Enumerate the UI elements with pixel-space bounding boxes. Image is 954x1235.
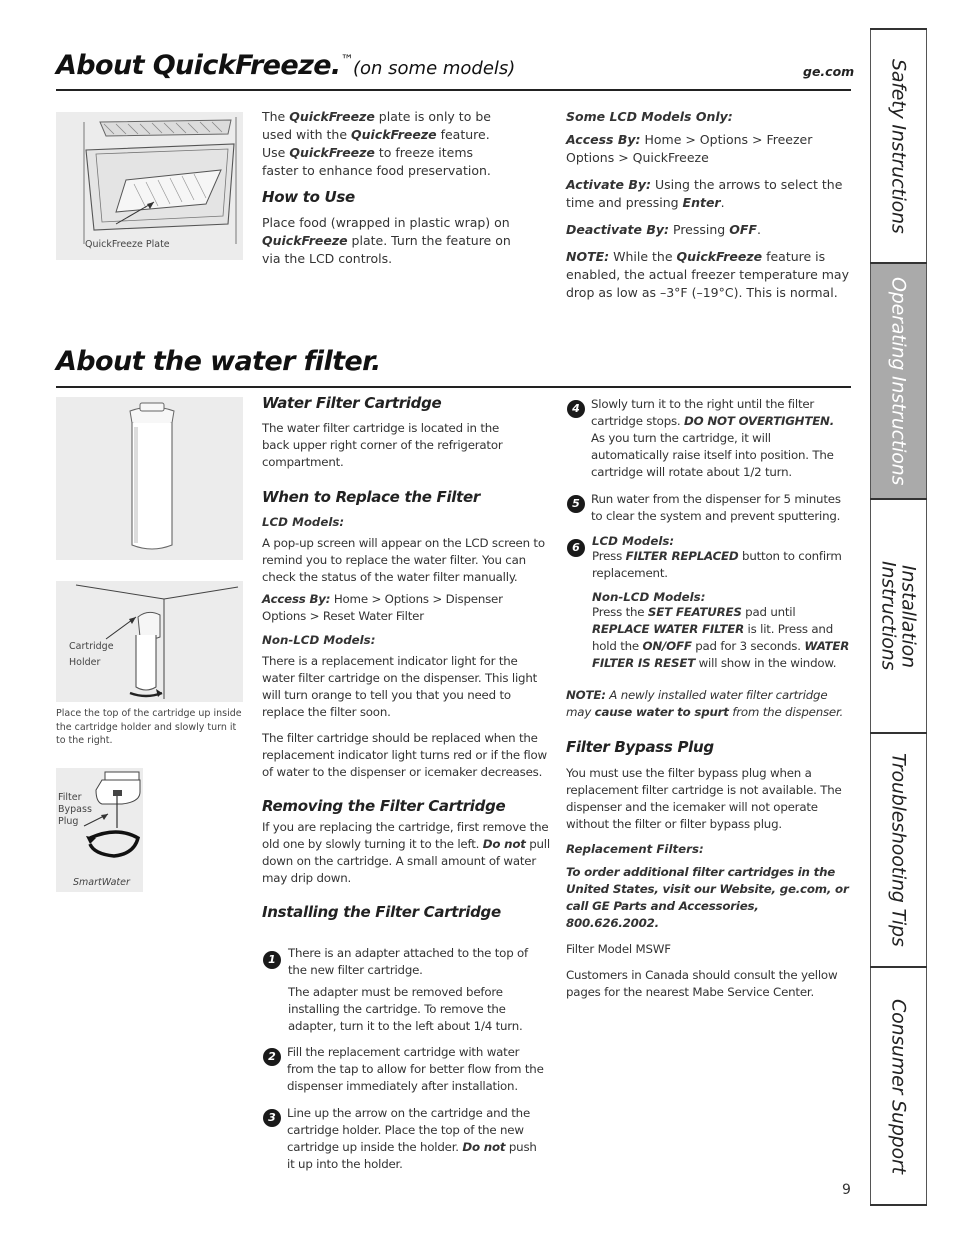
install-step-3 (262, 1105, 547, 1173)
bypass-plug-image (56, 768, 143, 892)
smartwater-label: SmartWater (73, 877, 130, 888)
quickfreeze-intro: The QuickFreeze plate is only to be used with the QuickFreeze feature. Use QuickFreeze to freeze items faster to enhance food preservation. (262, 109, 491, 178)
site-url: ge.com (803, 64, 855, 79)
tab-consumer-support[interactable] (870, 968, 927, 1204)
step-4-badge: 4 (567, 400, 585, 418)
title-text: About QuickFreeze. (56, 50, 341, 81)
nav-bottom-border (870, 1204, 927, 1206)
tab-consumer-label: Consumer Support (887, 998, 910, 1174)
step-2-badge: 2 (263, 1048, 281, 1066)
bypass-label-2: Bypass (58, 804, 92, 815)
step-1-text-b: The adapter must be removed before installing the cartridge. To remove the adapter, turn it to the left about 1/4 turn. (288, 985, 523, 1033)
step-3-text: Line up the arrow on the cartridge and the cartridge holder. Place the top of the new cartridge up inside the holder. Do not push it up into the holder. (287, 1106, 537, 1171)
canada-text: Customers in Canada should consult the yellow pages for the nearest Mabe Service Center. (566, 968, 838, 999)
quickfreeze-note: NOTE: While the QuickFreeze feature is enabled, the actual freezer temperature may drop as low as –3°F (–19°C). This is normal. (566, 249, 849, 300)
step-4-text-b: As you turn the cartridge, it will automatically raise itself into position. The cartridge will rotate about 1/2 turn. (591, 431, 834, 479)
lcd-heading: Some LCD Models Only: (566, 109, 733, 124)
reset-access: Access By: Home > Options > Dispenser Options > Reset Water Filter (262, 592, 503, 623)
quickfreeze-activate: Activate By: Using the arrows to select the time and pressing Enter. (566, 177, 843, 210)
header-rule (56, 89, 851, 91)
lcd-text: A pop-up screen will appear on the LCD screen to remind you to replace the water filter. You can check the status of the water filter manually. (262, 536, 545, 584)
quickfreeze-plate-caption: QuickFreeze Plate (85, 239, 170, 250)
tab-safety-label: Safety Instructions (887, 58, 910, 234)
bypass-heading: Filter Bypass Plug (566, 738, 714, 756)
non-lcd-text: There is a replacement indicator light for the water filter cartridge on the dispenser. This light will turn orange to tell you that you need to replace the filter soon. (262, 654, 538, 719)
step-1-text-a: There is an adapter attached to the top of the new filter cartridge. (288, 946, 529, 977)
cartridge-illustration (56, 397, 243, 560)
water-filter-col-3 (566, 687, 854, 1001)
trademark: ™ (340, 53, 353, 68)
bypass-label-3: Plug (58, 816, 79, 827)
step-5-badge: 5 (567, 495, 585, 513)
tab-troubleshooting-tips[interactable] (870, 734, 927, 966)
tab-operating-instructions[interactable] (870, 264, 927, 498)
quickfreeze-lcd-section (566, 108, 852, 302)
install-step-2 (262, 1044, 547, 1095)
replace-text: The filter cartridge should be replaced when the replacement indicator light turns red or if the flow of water to the dispenser or icemaker decreases. (262, 731, 547, 779)
tab-safety-instructions[interactable] (870, 30, 927, 262)
water-filter-rule (56, 386, 851, 388)
install-step-4 (566, 396, 851, 481)
how-to-use-heading: How to Use (262, 188, 355, 206)
install-step-1 (262, 945, 547, 1035)
lcd-models-label: LCD Models: (262, 515, 345, 529)
replace-heading: When to Replace the Filter (262, 488, 480, 506)
tab-operating-label: Operating Instructions (887, 276, 910, 486)
cartridge-label-2: Holder (69, 657, 101, 668)
cartridge-label-1: Cartridge (69, 641, 114, 652)
cartridge-holder-image (56, 581, 243, 702)
install-step-5 (566, 491, 851, 525)
quickfreeze-title (56, 50, 515, 81)
title-subtitle: (on some models) (353, 58, 516, 79)
quickfreeze-intro-section (262, 108, 512, 268)
tab-installation-instructions[interactable] (870, 500, 927, 732)
install-step-6 (566, 534, 851, 672)
removing-heading: Removing the Filter Cartridge (262, 797, 506, 815)
step-5-text: Run water from the dispenser for 5 minutes to clear the system and prevent sputtering. (591, 492, 841, 523)
non-lcd-models-label: Non-LCD Models: (262, 633, 376, 647)
cartridge-caption: Place the top of the cartridge up inside the cartridge holder and slowly turn it to the right. (56, 708, 242, 746)
step-6-badge: 6 (567, 539, 585, 557)
how-to-use-text: Place food (wrapped in plastic wrap) on QuickFreeze plate. Turn the feature on via the LCD controls. (262, 215, 511, 266)
step-3-badge: 3 (263, 1109, 281, 1127)
bypass-plug-illustration (56, 768, 143, 892)
tab-installation-label: Installation Instructions (877, 561, 920, 671)
bypass-label-1: Filter (58, 792, 82, 803)
page-number: 9 (842, 1182, 851, 1198)
filter-model: Filter Model MSWF (566, 942, 671, 956)
tab-troubleshooting-label: Troubleshooting Tips (887, 753, 910, 947)
step-2-text: Fill the replacement cartridge with water from the tap to allow for better flow from the dispenser immediately after installation. (287, 1045, 544, 1093)
step-6-lcd-label: LCD Models: (592, 534, 675, 548)
removing-text: If you are replacing the cartridge, first remove the old one by slowly turning it to the left. Do not pull down on the cartridge. A small amount of water may drip down. (262, 820, 550, 885)
step-1-badge: 1 (263, 951, 281, 969)
step-6-non-lcd-text: Press the SET FEATURES pad until REPLACE WATER FILTER is lit. Press and hold the ON/OFF pad for 3 seconds. WATER FILTER IS RESET will show in the window. (592, 605, 850, 670)
order-text: To order additional filter cartridges in the United States, visit our Website, ge.com, or call GE Parts and Accessories, 800.626.2002. (566, 865, 849, 930)
cartridge-text: The water filter cartridge is located in the back upper right corner of the refrigerator compartment. (262, 421, 503, 469)
replacement-heading: Replacement Filters: (566, 842, 704, 856)
water-filter-col-2 (262, 394, 550, 921)
filter-cartridge-image (56, 397, 243, 560)
quickfreeze-access: Access By: Home > Options > Freezer Options > QuickFreeze (566, 132, 813, 165)
quickfreeze-plate-image (56, 112, 243, 260)
installing-heading: Installing the Filter Cartridge (262, 903, 501, 921)
quickfreeze-deactivate: Deactivate By: Pressing OFF. (566, 222, 761, 237)
step-4-text-a: Slowly turn it to the right until the filter cartridge stops. DO NOT OVERTIGHTEN. (591, 397, 835, 428)
spurt-note: NOTE: A newly installed water filter cartridge may cause water to spurt from the dispenser. (566, 688, 844, 719)
step-6-non-lcd-label: Non-LCD Models: (592, 590, 706, 604)
bypass-text: You must use the filter bypass plug when a replacement filter cartridge is not available. The dispenser and the icemaker will not operate without the filter or filter bypass plug. (566, 766, 842, 831)
water-filter-title: About the water filter. (56, 346, 381, 377)
cartridge-heading: Water Filter Cartridge (262, 394, 442, 412)
step-6-lcd-text: Press FILTER REPLACED button to confirm replacement. (592, 549, 842, 580)
